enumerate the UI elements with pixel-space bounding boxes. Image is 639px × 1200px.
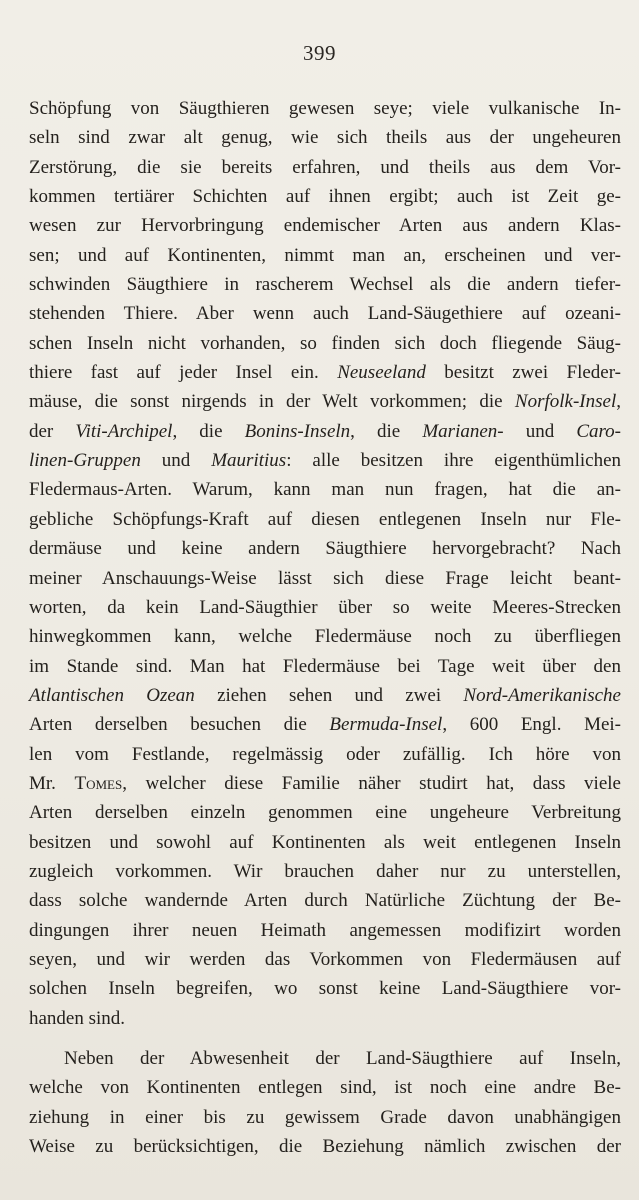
text-line: [29, 681, 621, 710]
italic-term: Neuseeland: [337, 362, 426, 384]
text-segment: mäuse, die sonst nirgends in der Welt vorkommen; die: [29, 391, 515, 413]
text-segment: zugleich vorkommen. Wir brauchen daher nur zu unterstellen,: [29, 860, 621, 882]
text-line: [29, 123, 621, 152]
text-segment: , die: [350, 420, 423, 442]
text-segment: thiere fast auf jeder Insel ein.: [29, 362, 338, 384]
text-line: [29, 622, 621, 651]
text-segment: stehenden Thiere. Aber wenn auch Land-Säugethiere auf ozeani-: [29, 303, 621, 325]
text-line: [29, 857, 621, 886]
body-text: [29, 94, 621, 1161]
text-segment: dingungen ihrer neuen Heimath angemessen modifizirt worden: [29, 919, 621, 941]
text-segment: seyen, und wir werden das Vorkommen von Fledermäusen auf: [29, 948, 621, 970]
text-line: [29, 1103, 621, 1132]
text-segment: Arten derselben einzeln genommen eine ungeheure Verbreitung: [29, 802, 621, 824]
text-segment: welche von Kontinenten entlegen sind, ist noch eine andre Be-: [29, 1077, 621, 1099]
text-segment: , die: [172, 420, 245, 442]
text-line: [29, 153, 621, 182]
text-line: [29, 270, 621, 299]
text-segment: ,: [616, 391, 621, 413]
text-segment: handen sind.: [29, 1007, 126, 1029]
text-line: [29, 798, 621, 827]
text-line: [29, 241, 621, 270]
text-line: [29, 299, 621, 328]
text-line: [29, 182, 621, 211]
text-line: [29, 358, 621, 387]
italic-term: Mauritius: [211, 450, 287, 472]
text-line: [29, 417, 621, 446]
text-segment: der: [29, 420, 76, 442]
text-line: [29, 534, 621, 563]
text-segment: seln sind zwar alt genug, wie sich theils aus der ungeheuren: [29, 127, 621, 149]
text-segment: , welcher diese Familie näher studirt hat, dass viele: [122, 772, 621, 794]
text-segment: Weise zu berücksichtigen, die Beziehung nämlich zwischen der: [29, 1136, 621, 1158]
italic-term: Bonins-Inseln: [244, 420, 351, 442]
text-line: [29, 652, 621, 681]
page-number: 399: [303, 41, 336, 65]
text-line: [29, 475, 621, 504]
text-segment: worten, da kein Land-Säugthier über so weite Meeres-Strecken: [29, 596, 621, 618]
text-line: [29, 974, 621, 1003]
text-segment: gebliche Schöpfungs-Kraft auf diesen entlegenen Inseln nur Fle-: [29, 508, 621, 530]
text-segment: ziehung in einer bis zu gewissem Grade davon unabhängigen: [29, 1106, 621, 1128]
text-segment: hinwegkommen kann, welche Fledermäuse noch zu überfliegen: [29, 626, 621, 648]
text-segment: besitzen und sowohl auf Kontinenten als weit entlegenen Inseln: [29, 831, 621, 853]
paragraph-gap: [29, 1033, 621, 1044]
text-segment: schen Inseln nicht vorhanden, so finden sich doch fliegende Säug-: [29, 332, 621, 354]
text-segment: Zerstörung, die sie bereits erfahren, und theils aus dem Vor-: [29, 156, 621, 178]
text-segment: Arten derselben besuchen die: [29, 714, 330, 736]
italic-term: Bermuda-Insel: [329, 714, 443, 736]
text-line: [29, 916, 621, 945]
small-caps-name: Tomes: [74, 772, 123, 794]
text-line: [29, 94, 621, 123]
text-segment: Neben der Abwesenheit der Land-Säugthiere auf Inseln,: [64, 1048, 621, 1069]
italic-term: Viti-Archipel: [75, 420, 173, 442]
text-segment: besitzt zwei Fleder-: [425, 362, 622, 384]
text-line: [29, 945, 621, 974]
text-segment: dass solche wandernde Arten durch Natürliche Züchtung der Be-: [29, 890, 621, 912]
italic-term: linen-Gruppen: [29, 450, 141, 472]
text-line: [29, 593, 621, 622]
text-segment: meiner Anschauungs-Weise lässt sich diese Frage leicht beant-: [29, 567, 621, 589]
text-line: [29, 1073, 621, 1102]
text-segment: wesen zur Hervorbringung endemischer Arten aus andern Klas-: [29, 215, 621, 237]
text-line: [29, 211, 621, 240]
text-line: [29, 505, 621, 534]
text-segment: kommen tertiärer Schichten auf ihnen ergibt; auch ist Zeit ge-: [29, 186, 621, 208]
text-line: [29, 769, 621, 798]
text-segment: und: [140, 450, 212, 472]
text-segment: ziehen sehen und zwei: [194, 684, 464, 706]
text-line: [29, 1004, 621, 1033]
text-line: [29, 446, 621, 475]
italic-term: Marianen-: [422, 420, 504, 442]
text-segment: Mr.: [29, 772, 75, 794]
italic-term: Norfolk-Insel: [514, 391, 617, 413]
text-segment: sen; und auf Kontinenten, nimmt man an, erscheinen und ver-: [29, 244, 621, 266]
text-segment: len vom Festlande, regelmässig oder zufällig. Ich höre von: [29, 743, 621, 765]
text-segment: im Stande sind. Man hat Fledermäuse bei Tage weit über den: [29, 655, 621, 677]
italic-term: Nord-Amerikanische: [463, 684, 621, 706]
text-line: [29, 740, 621, 769]
text-line: [29, 886, 621, 915]
text-line: [29, 564, 621, 593]
text-line: [29, 710, 621, 739]
italic-term: Caro-: [576, 420, 622, 442]
text-segment: , 600 Engl. Mei-: [442, 714, 621, 736]
text-segment: solchen Inseln begreifen, wo sonst keine Land-Säugthiere vor-: [29, 978, 621, 1000]
text-segment: schwinden Säugthiere in rascherem Wechsel als die andern tiefer-: [29, 274, 621, 296]
text-line: [29, 329, 621, 358]
text-segment: dermäuse und keine andern Säugthiere hervorgebracht? Nach: [29, 538, 621, 560]
text-line: [29, 387, 621, 416]
text-segment: Fledermaus-Arten. Warum, kann man nun fragen, hat die an-: [29, 479, 621, 501]
text-segment: und: [503, 420, 577, 442]
text-segment: : alle besitzen ihre eigenthümlichen: [286, 450, 622, 472]
italic-term: Atlantischen Ozean: [29, 684, 195, 706]
text-line: [29, 1044, 621, 1073]
text-line: [29, 1132, 621, 1161]
text-segment: Schöpfung von Säugthieren gewesen seye; viele vulkanische In-: [29, 98, 621, 119]
text-line: [29, 828, 621, 857]
